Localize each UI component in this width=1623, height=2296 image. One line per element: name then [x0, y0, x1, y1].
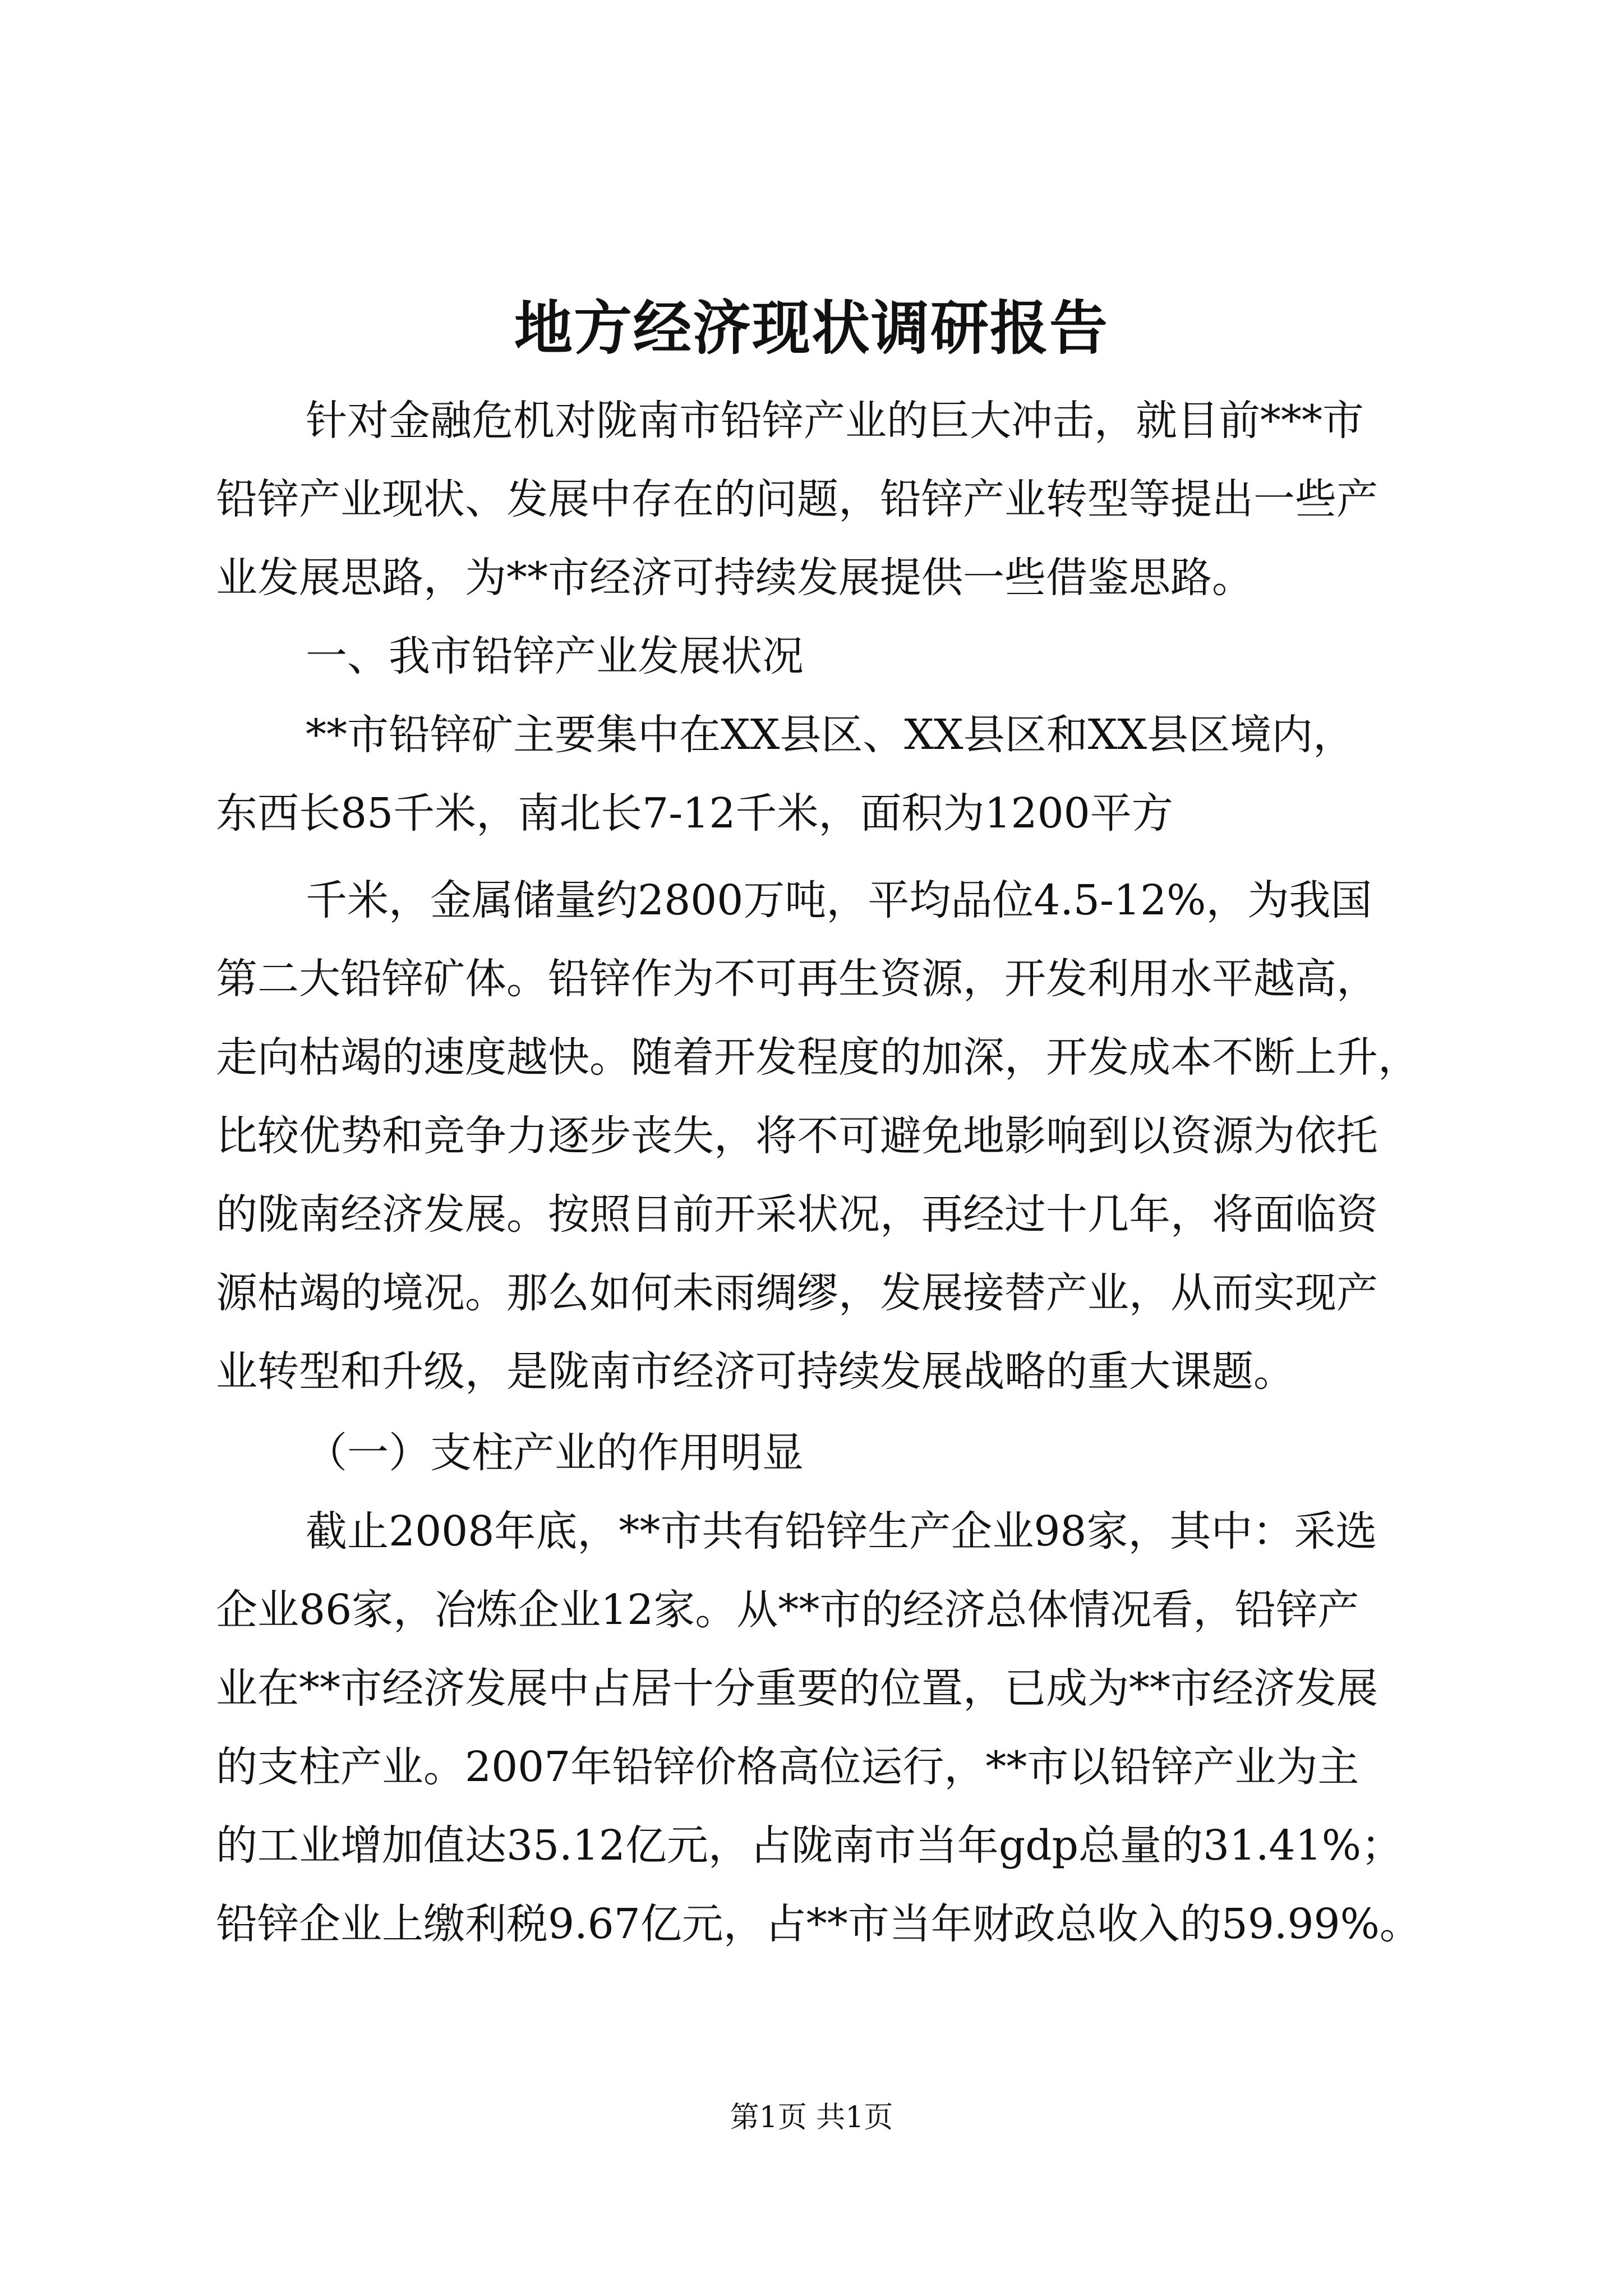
body-line-2: 铅锌产业现状、发展中存在的问题，铅锌产业转型等提出一些产	[216, 475, 1378, 523]
body-line-11: 的陇南经济发展。按照目前开采状况，再经过十几年，将面临资	[216, 1190, 1378, 1239]
body-line-16: 企业86家，冶炼企业12家。从**市的经济总体情况看，铅锌产	[216, 1586, 1359, 1634]
body-line-10: 比较优势和竞争力逐步丧失，将不可避免地影响到以资源为依托	[216, 1112, 1378, 1160]
body-line-5: **市铅锌矿主要集中在XX县区、XX县区和XX县区境内，	[306, 711, 1355, 759]
body-line-6: 东西长85千米，南北长7-12千米，面积为1200平方	[216, 789, 1173, 838]
body-line-13: 业转型和升级，是陇南市经济可持续发展战略的重大课题。	[216, 1347, 1295, 1396]
body-line-9: 走向枯竭的速度越快。随着开发程度的加深，开发成本不断上升，	[216, 1033, 1419, 1082]
body-line-7: 千米，金属储量约2800万吨，平均品位4.5-12%，为我国	[306, 876, 1372, 924]
body-line-17: 业在**市经济发展中占居十分重要的位置，已成为**市经济发展	[216, 1664, 1378, 1713]
body-line-12: 源枯竭的境况。那么如何未雨绸缪，发展接替产业，从而实现产	[216, 1269, 1378, 1317]
section-heading-1: 一、我市铅锌产业发展状况	[306, 632, 804, 680]
body-line-1: 针对金融危机对陇南市铅锌产业的巨大冲击，就目前***市	[306, 397, 1364, 445]
page-footer: 第1页 共1页	[730, 2101, 893, 2134]
body-line-3: 业发展思路，为**市经济可持续发展提供一些借鉴思路。	[216, 554, 1253, 602]
body-line-20: 铅锌企业上缴利税9.67亿元，占**市当年财政总收入的59.99%。	[216, 1900, 1421, 1948]
body-line-15: 截止2008年底，**市共有铅锌生产企业98家，其中：采选	[306, 1507, 1377, 1556]
section-heading-2: （一）支柱产业的作用明显	[306, 1429, 804, 1477]
body-line-18: 的支柱产业。2007年铅锌价格高位运行，**市以铅锌产业为主	[216, 1743, 1359, 1791]
body-line-19: 的工业增加值达35.12亿元，占陇南市当年gdp总量的31.41%；	[216, 1821, 1403, 1870]
body-line-8: 第二大铅锌矿体。铅锌作为不可再生资源，开发利用水平越高，	[216, 955, 1378, 1003]
document-title: 地方经济现状调研报告	[514, 293, 1109, 362]
